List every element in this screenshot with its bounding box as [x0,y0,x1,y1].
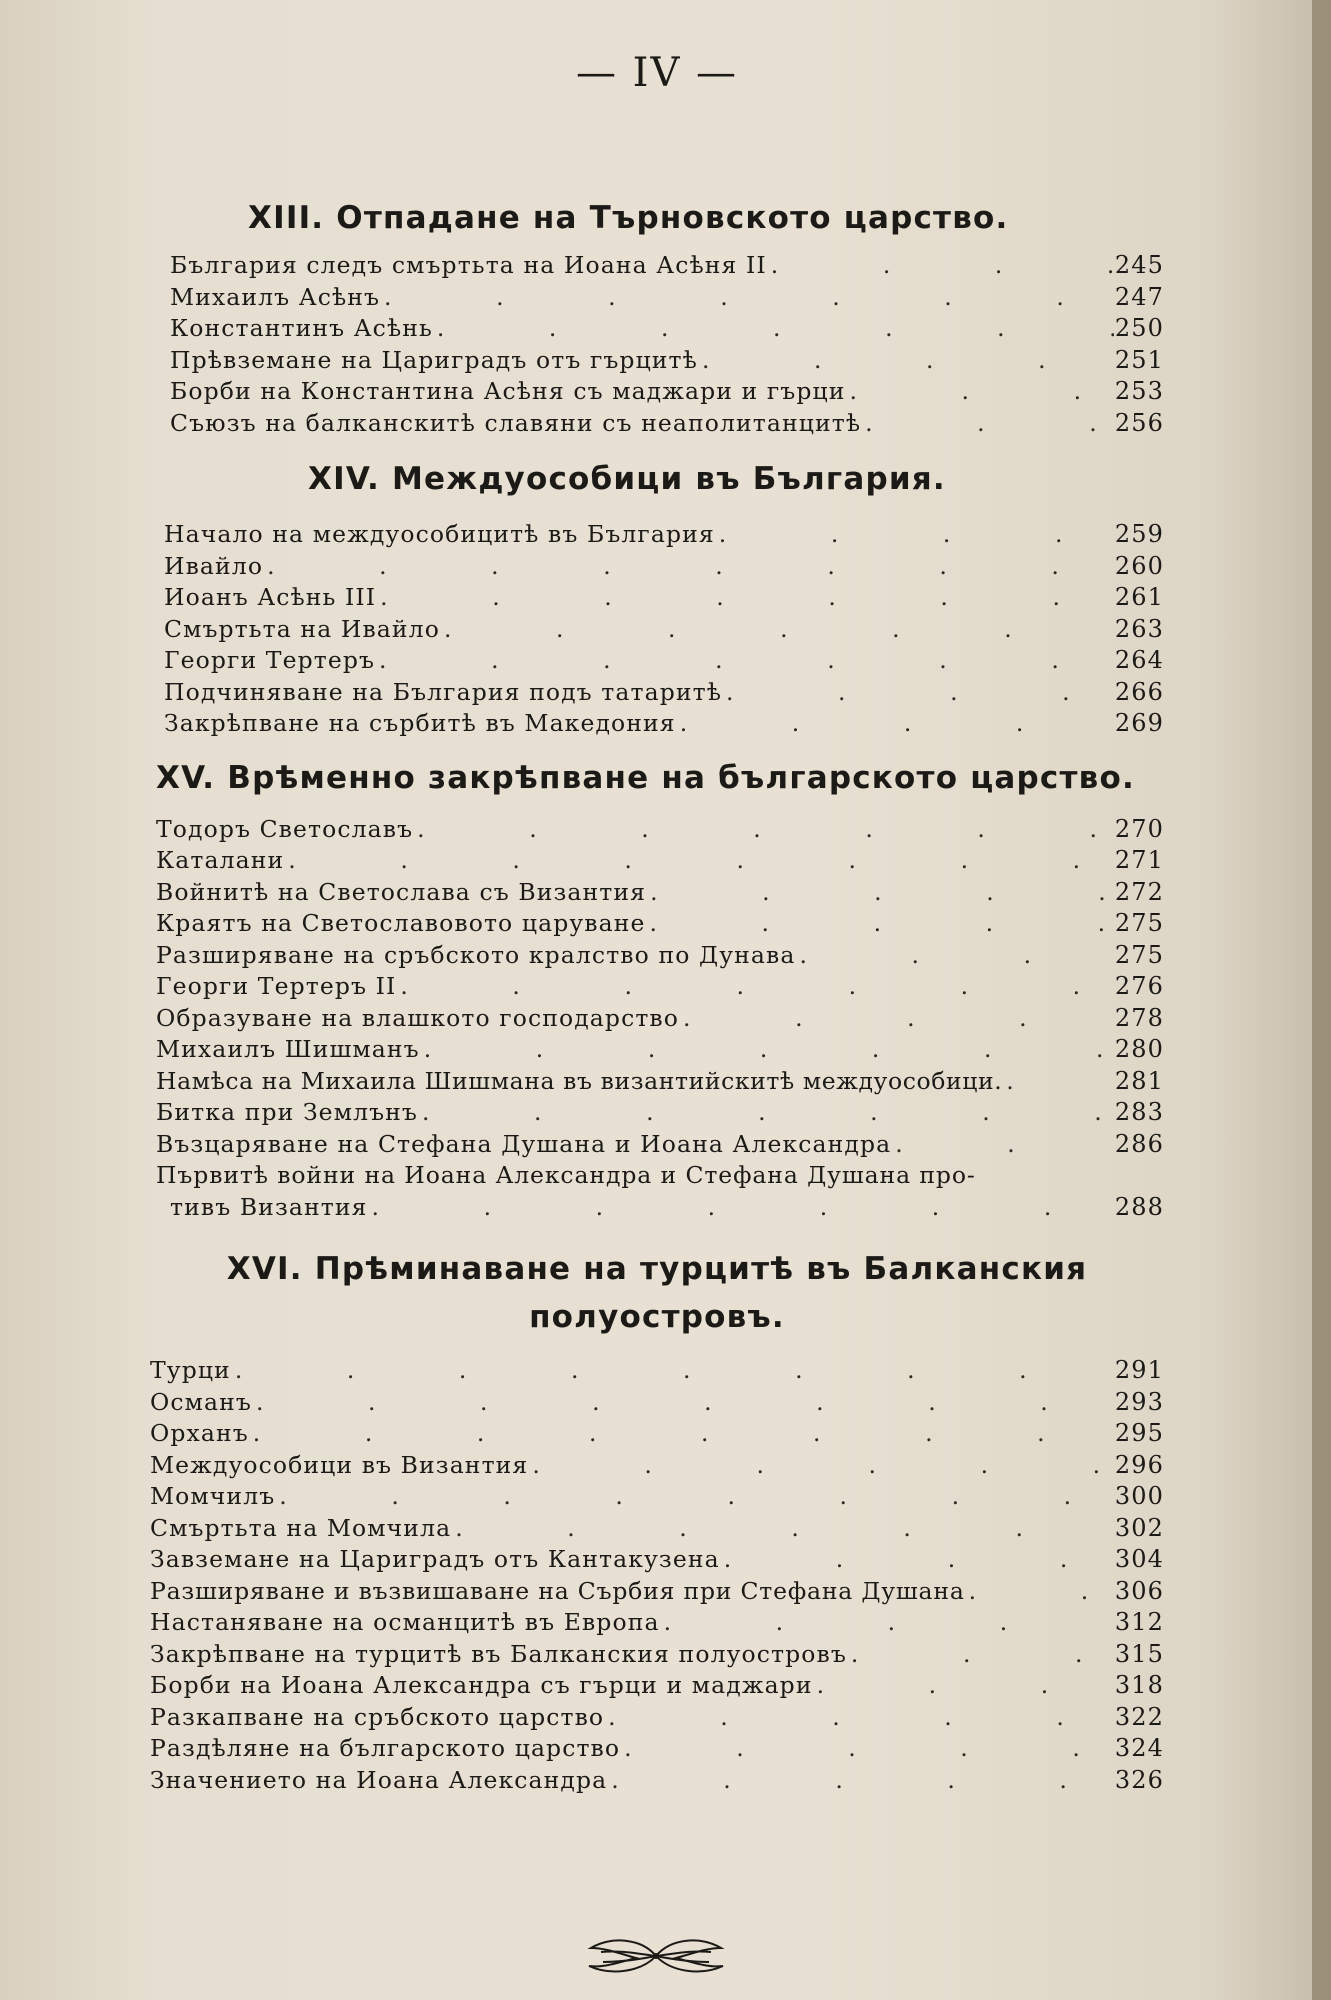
toc-entry[interactable]: Борби на Константина Асѣня съ маджари и гърци . 253 [170,376,1164,408]
toc-entry[interactable]: Георги Тертеръ . 264 [164,645,1164,677]
section-title: XIV. Междуособици въ България. [308,461,946,497]
leader-dots [249,1418,1114,1450]
toc-section-xv [150,760,1164,1224]
leader-dots [231,1355,1114,1387]
toc-entry[interactable]: Михаилъ Асѣнъ . 247 [170,282,1164,314]
leader-dots [396,971,1114,1003]
toc-entry[interactable]: Момчилъ . 300 [150,1481,1164,1513]
section-title: XIII. Отпадане на Търновското царство. [248,200,1009,236]
toc-entry[interactable]: Смъртьта на Ивайло . 263 [164,614,1164,646]
leader-dots [660,1607,1114,1639]
section-title-line2: полуостровъ. [529,1299,785,1335]
leader-dots [284,845,1114,877]
leader-dots [375,645,1114,677]
leader-dots [433,313,1114,345]
leader-dots [604,1702,1114,1734]
leader-dots [767,250,1114,282]
leader-dots [418,1097,1114,1129]
toc-entry[interactable]: Орханъ . 295 [150,1418,1164,1450]
leader-dots [645,908,1114,940]
toc-entry[interactable]: Образуване на влашкото господарство . 278 [156,1003,1164,1035]
toc-entry[interactable]: България следъ смъртьта на Иоана Асѣня II . 245 [170,250,1164,282]
leader-dots [420,1034,1114,1066]
leader-dots [413,814,1114,846]
toc-entry[interactable]: Завземане на Цариградъ отъ Кантакузена . 304 [150,1544,1164,1576]
toc-entry[interactable]: Възцаряване на Стефана Душана и Иоана Александра . 286 [156,1129,1164,1161]
toc-entry[interactable]: Прѣвземане на Цариградъ отъ гърцитѣ . 251 [170,345,1164,377]
toc-entry[interactable]: Борби на Иоана Александра съ гърци и маджари . 318 [150,1670,1164,1702]
toc-entry[interactable]: Турци . 291 [150,1355,1164,1387]
toc-entry[interactable]: Настаняване на османцитѣ въ Европа . 312 [150,1607,1164,1639]
leader-dots [451,1513,1114,1545]
leader-dots [676,708,1114,740]
toc-section-xiii [150,200,1164,439]
leader-dots [620,1733,1114,1765]
leader-dots [965,1576,1114,1608]
section-title-line1: XVI. Прѣминаване на турцитѣ въ Балканския [226,1251,1088,1287]
toc-list [150,814,1164,1224]
toc-entry[interactable]: Разкапване на сръбското царство . 322 [150,1702,1164,1734]
leader-dots [698,345,1114,377]
toc-entry[interactable]: Начало на междуособицитѣ въ България . 259 [164,519,1164,551]
toc-entry[interactable]: Иоанъ Асѣнь III . 261 [164,582,1164,614]
toc-entry[interactable]: Закрѣпване на турцитѣ въ Балканския полуостровъ . 315 [150,1639,1164,1671]
toc-entry[interactable]: Битка при Землънъ . 283 [156,1097,1164,1129]
toc-entry[interactable]: Георги Тертеръ II . 276 [156,971,1164,1003]
leader-dots [440,614,1114,646]
section-title: XV. Врѣменно закрѣпване на българското царство. [156,759,1135,796]
leader-dots [252,1387,1114,1419]
toc-list [150,519,1164,740]
leader-dots [847,1639,1114,1671]
toc-list [150,1355,1164,1796]
leader-dots [607,1765,1114,1797]
toc-entry[interactable]: Османъ . 293 [150,1387,1164,1419]
toc-entry[interactable]: Разширяване и възвишаване на Сърбия при Стефана Душана . 306 [150,1576,1164,1608]
leader-dots [368,1192,1114,1224]
toc-entry[interactable]: Намѣса на Михаила Шишмана въ византийскитѣ междуособици. . 281 [156,1066,1164,1098]
leader-dots [275,1481,1114,1513]
toc-entry[interactable]: Тодоръ Светославъ . 270 [156,814,1164,846]
toc-section-xiv [150,461,1164,740]
leader-dots [813,1670,1114,1702]
leader-dots [722,677,1114,709]
leader-dots [720,1544,1114,1576]
toc-entry[interactable]: Значението на Иоана Александра . 326 [150,1765,1164,1797]
toc-entry[interactable]: Закрѣпване на сърбитѣ въ Македония . 269 [164,708,1164,740]
leader-dots [528,1450,1114,1482]
toc-entry[interactable]: Междуособици въ Византия . 296 [150,1450,1164,1482]
leader-dots [263,551,1114,583]
section-title [150,1245,1164,1341]
toc-entry[interactable]: Смъртьта на Момчила . 302 [150,1513,1164,1545]
page-number: — IV — [575,50,739,96]
toc-list [150,250,1164,439]
leader-dots [1002,1066,1114,1098]
leader-dots [380,282,1114,314]
toc-entry[interactable]: Съюзъ на балканскитѣ славяни съ неаполитанцитѣ . 256 [170,408,1164,440]
leader-dots [845,376,1114,408]
leader-dots [861,408,1114,440]
toc-entry[interactable]: Войнитѣ на Светослава съ Византия . 272 [156,877,1164,909]
leader-dots [376,582,1114,614]
leader-dots [715,519,1114,551]
toc-entry[interactable]: Константинъ Асѣнь . 250 [170,313,1164,345]
toc-entry[interactable]: Михаилъ Шишманъ . 280 [156,1034,1164,1066]
toc-entry[interactable]: Първитѣ войни на Иоана Александра и Стефана Душана про- тивъ Византия . 288 [156,1160,1164,1223]
leader-dots [891,1129,1114,1161]
toc-section-xvi [150,1245,1164,1796]
toc-entry[interactable]: Разширяване на сръбското кралство по Дунава . 275 [156,940,1164,972]
toc-entry[interactable]: Каталани . 271 [156,845,1164,877]
ornament-icon [581,1928,731,1978]
leader-dots [679,1003,1114,1035]
toc-entry[interactable]: Подчиняване на България подъ татаритѣ . 266 [164,677,1164,709]
leader-dots [646,877,1114,909]
toc-entry[interactable]: Ивайло . 260 [164,551,1164,583]
leader-dots [795,940,1114,972]
toc-entry[interactable]: Раздѣляне на българското царство . 324 [150,1733,1164,1765]
toc-entry[interactable]: Краятъ на Светославовото царуване . 275 [156,908,1164,940]
